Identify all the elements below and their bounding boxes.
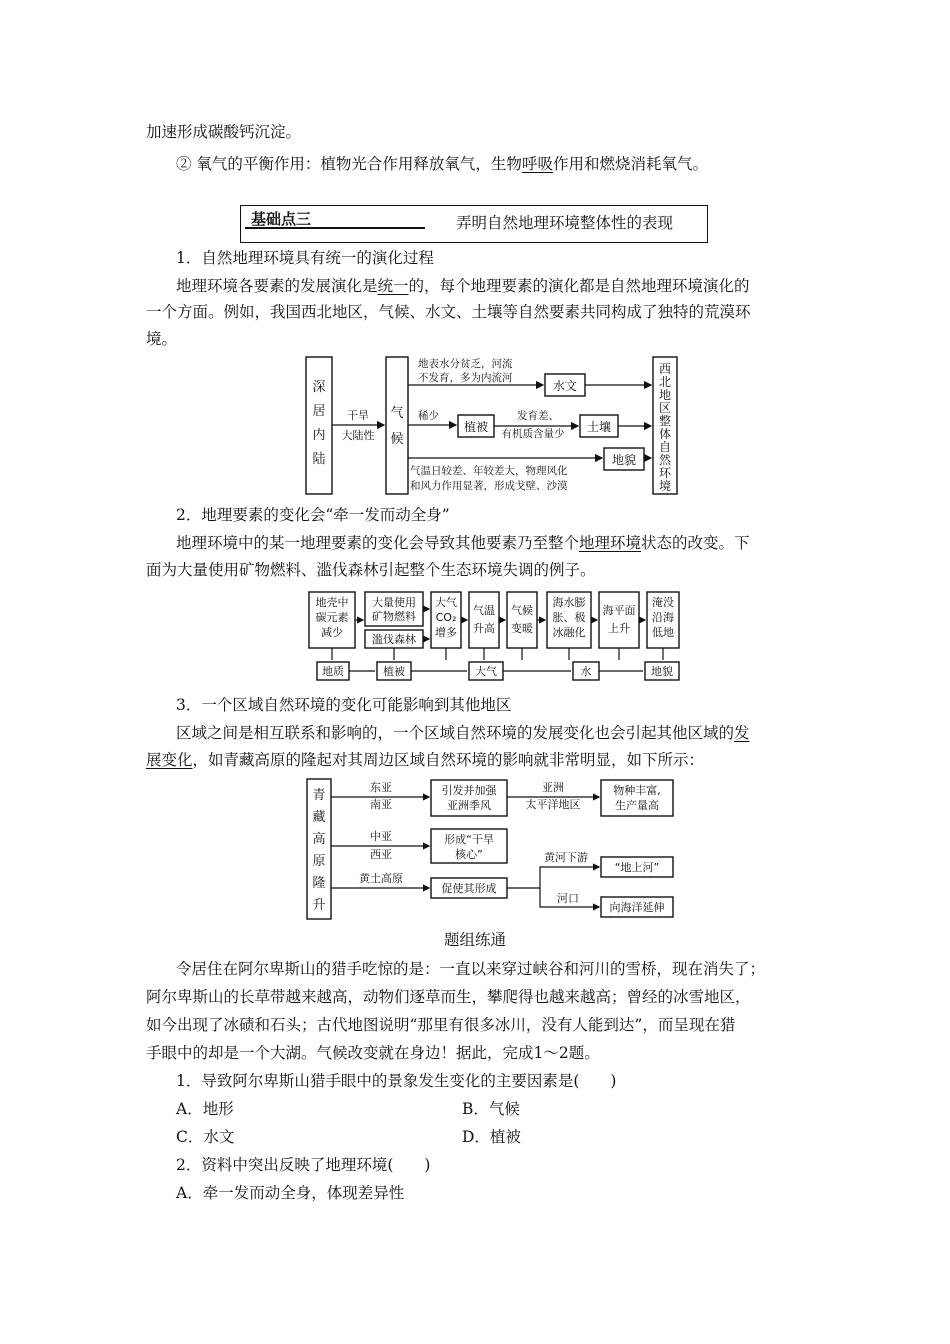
soil-note-2: 有机质含量少 xyxy=(501,428,565,440)
section-badge xyxy=(245,209,425,229)
r2-label-line1: 中亚 xyxy=(370,830,392,843)
question-2: 2．资料中突出反映了地理环境( ) xyxy=(176,1156,431,1174)
intro-line-2 xyxy=(176,152,708,174)
svg-text:高: 高 xyxy=(312,832,326,847)
b2b-label: 滥伐森林 xyxy=(372,633,416,646)
q1-option-a[interactable]: A．地形 xyxy=(176,1100,234,1118)
r3-box: 促使其形成 xyxy=(441,882,497,895)
r3a-label: 黄河下游 xyxy=(544,851,588,864)
b3-line2: CO₂ xyxy=(435,611,457,624)
practice-line-1: 令居住在阿尔卑斯山的猎手吃惊的是：一直以来穿过峡谷和河川的雪桥，现在消失了； xyxy=(176,960,766,978)
underlined-term: 展变化 xyxy=(146,751,193,769)
b5-line1: 气候 xyxy=(511,604,533,617)
p1-line-3: 境。 xyxy=(146,330,178,348)
q1-option-d[interactable]: D．植被 xyxy=(462,1128,521,1146)
practice-line-2: 阿尔卑斯山的长草带越来越高，动物们逐草而生，攀爬得也越来越高；曾经的冰雪地区， xyxy=(146,988,751,1006)
land-note-2: 和风力作用显著，形成戈壁、沙漠 xyxy=(410,480,568,492)
label-nei: 内 xyxy=(312,428,326,443)
label-qi: 气 xyxy=(390,406,404,421)
p3-line-1 xyxy=(176,721,750,743)
text-run: ，如青藏高原的隆起对其周边区域自然环境的影响就非常明显，如下所示： xyxy=(192,751,705,769)
svg-text:环: 环 xyxy=(658,466,672,480)
b6-line1: 海水膨 xyxy=(552,596,586,609)
label-ju: 居 xyxy=(312,404,326,419)
b1-line3: 减少 xyxy=(321,626,343,639)
bottom-landform: 地貌 xyxy=(651,665,673,678)
diagram-northwest-environment xyxy=(300,353,690,502)
r1-box2-line1: 物种丰富, xyxy=(613,784,661,797)
text-run: 状态的改变。下 xyxy=(641,534,750,552)
box-climate xyxy=(386,357,408,494)
svg-text:自: 自 xyxy=(658,440,672,454)
practice-line-4: 手眼中的却是一个大湖。气候改变就在身边！据此，完成1～2题。 xyxy=(146,1044,600,1062)
diagram-chain-reaction xyxy=(305,588,685,688)
arrow-label-dry: 干旱 xyxy=(347,409,369,422)
b8-line1: 淹没 xyxy=(652,596,674,609)
section-header xyxy=(240,205,708,243)
underlined-term: 统一 xyxy=(377,277,409,295)
label-lu: 陆 xyxy=(312,452,326,467)
r1-label-line1: 东亚 xyxy=(370,781,392,794)
b6-line3: 冰融化 xyxy=(552,626,586,639)
b6-line2: 胀、极 xyxy=(552,611,586,624)
p2-line-2: 面为大量使用矿物燃料、滥伐森林引起整个生态环境失调的例子。 xyxy=(146,561,596,579)
arrow-label-continental: 大陆性 xyxy=(341,429,375,442)
p2-line-1 xyxy=(176,531,750,553)
r3b-label: 河口 xyxy=(557,892,579,905)
b8-line3: 低地 xyxy=(652,626,674,639)
box-temperature-rise xyxy=(469,592,499,648)
section-title: 弄明自然地理环境整体性的表现 xyxy=(456,214,674,232)
practice-line-3: 如今出现了冰碛和石头；古代地图说明“那里有很多冰川，没有人能到达”，而呈现在猎 xyxy=(146,1016,736,1034)
r2-box-line1: 形成“干旱 xyxy=(444,833,494,846)
svg-text:北: 北 xyxy=(658,375,672,389)
b4-line1: 气温 xyxy=(473,604,495,617)
p3-heading: 3．一个区域自然环境的变化可能影响到其他地区 xyxy=(176,696,512,714)
box-climate-warming xyxy=(507,592,537,648)
svg-text:西: 西 xyxy=(658,362,672,376)
water-note-1: 地表水分贫乏，河流 xyxy=(418,358,513,370)
text-run: 地理环境各要素的发展演化是 xyxy=(176,277,378,295)
r3a-box: “地上河” xyxy=(614,861,660,874)
text-run: ② 氧气的平衡作用：植物光合作用释放氧气，生物 xyxy=(176,155,522,173)
b2a-line2: 矿物燃料 xyxy=(372,610,416,623)
q1-option-b[interactable]: B．气候 xyxy=(462,1100,520,1118)
b4-line2: 升高 xyxy=(473,622,495,635)
svg-text:青: 青 xyxy=(312,788,326,803)
label-landform: 地貌 xyxy=(611,453,637,467)
label-veg: 植被 xyxy=(463,420,489,434)
b8-line2: 沿海 xyxy=(652,611,674,624)
p1-heading: 1．自然地理环境具有统一的演化过程 xyxy=(176,249,434,267)
diagram-tibet-uplift xyxy=(300,775,690,927)
box-deep-inland xyxy=(306,357,332,494)
b5-line2: 变暖 xyxy=(511,622,533,635)
intro-line-1: 加速形成碳酸钙沉淀。 xyxy=(146,123,302,141)
svg-text:区: 区 xyxy=(658,401,672,415)
b7-line1: 海平面 xyxy=(602,604,636,617)
b3-line3: 增多 xyxy=(435,626,457,639)
text-run: 的，每个地理要素的演化都是自然地理环境演化的 xyxy=(408,277,750,295)
label-hou: 候 xyxy=(390,432,404,447)
land-note-1: 气温日较差、年较差大，物理风化 xyxy=(410,465,568,477)
underlined-term: 地理环境 xyxy=(579,534,642,552)
p2-heading: 2．地理要素的变化会“牵一发而动全身” xyxy=(176,506,450,524)
r1-label2-line2: 太平洋地区 xyxy=(525,798,581,811)
bottom-atmosphere: 大气 xyxy=(475,665,497,678)
svg-text:隆: 隆 xyxy=(312,876,326,891)
r3-label: 黄土高原 xyxy=(359,872,403,885)
soil-note-1: 发育差、 xyxy=(517,410,559,422)
underlined-term: 呼吸 xyxy=(521,155,553,173)
text-run: 地理环境中的某一地理要素的变化会导致其他要素乃至整个 xyxy=(176,534,580,552)
r1-label-line2: 南亚 xyxy=(370,798,392,811)
b7-line2: 上升 xyxy=(608,622,630,635)
b2a-line1: 大量使用 xyxy=(372,596,416,609)
bottom-geology: 地质 xyxy=(322,665,344,678)
svg-text:升: 升 xyxy=(312,898,326,913)
b3-line1: 大气 xyxy=(435,596,457,609)
r1-box-line1: 引发并加强 xyxy=(441,784,497,797)
r1-label2-line1: 亚洲 xyxy=(542,781,564,794)
svg-text:体: 体 xyxy=(658,427,672,441)
right-vertical-label xyxy=(659,362,672,493)
r1-box2-line2: 生产量高 xyxy=(615,799,659,812)
question-1: 1．导致阿尔卑斯山猎手眼中的景象发生变化的主要因素是( ) xyxy=(176,1072,617,1090)
svg-text:地: 地 xyxy=(658,388,672,402)
r2-label-line2: 西亚 xyxy=(370,848,392,861)
b1-line2: 碳元素 xyxy=(315,611,349,624)
svg-text:整: 整 xyxy=(658,414,672,428)
svg-text:境: 境 xyxy=(658,479,672,493)
box-sea-level-rise xyxy=(599,592,639,648)
p3-line-2 xyxy=(146,748,704,770)
bottom-water: 水 xyxy=(580,665,592,678)
bottom-vegetation: 植被 xyxy=(383,665,405,678)
water-note-2: 不发育，多为内流河 xyxy=(418,372,513,384)
label-deep: 深 xyxy=(312,380,326,395)
label-soil: 土壤 xyxy=(586,420,612,434)
text-run: 作用和燃烧消耗氧气。 xyxy=(552,155,708,173)
section-badge-label: 基础点三 xyxy=(251,210,312,228)
underlined-term: 发 xyxy=(734,724,750,742)
r2-box-line2: 核心” xyxy=(455,848,483,861)
p1-line-2: 一个方面。例如，我国西北地区，气候、水文、土壤等自然要素共同构成了独特的荒漠环 xyxy=(146,303,751,321)
r3b-box: 向海洋延伸 xyxy=(609,901,665,914)
svg-text:藏: 藏 xyxy=(312,810,326,825)
svg-text:然: 然 xyxy=(658,453,672,467)
label-sparse: 稀少 xyxy=(418,410,439,422)
q1-option-c[interactable]: C．水文 xyxy=(176,1128,235,1146)
b1-line1: 地壳中 xyxy=(315,596,349,609)
text-run: 区域之间是相互联系和影响的，一个区域自然环境的发展变化也会引起其他区域的 xyxy=(176,724,735,742)
q2-option-a[interactable]: A．牵一发而动全身，体现差异性 xyxy=(176,1184,405,1202)
practice-title: 题组练通 xyxy=(443,931,506,949)
p1-line-1 xyxy=(176,274,750,296)
r1-box-line2: 亚洲季风 xyxy=(447,799,491,812)
svg-text:原: 原 xyxy=(312,854,326,869)
label-water: 水文 xyxy=(552,379,578,393)
